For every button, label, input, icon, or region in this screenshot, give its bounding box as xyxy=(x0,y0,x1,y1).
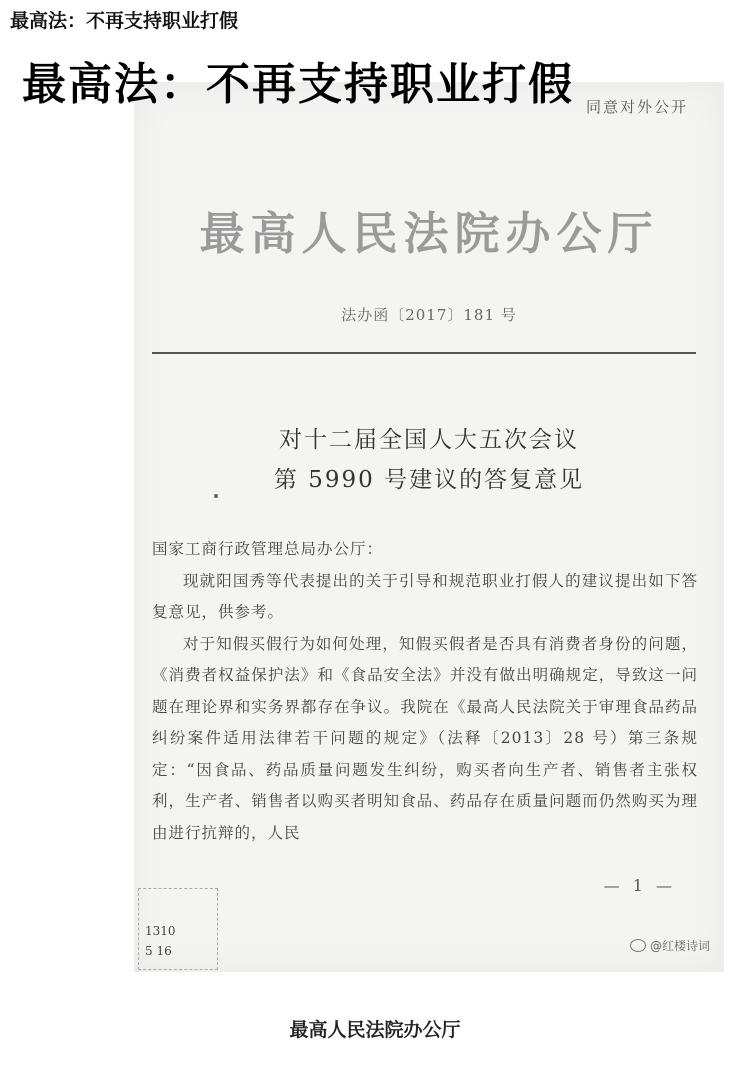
body-paragraph-2: 对于知假买假行为如何处理，知假买假者是否具有消费者身份的问题，《消费者权益保护法》和《食品安全法》并没有做出明确规定，导致这一问题在理论界和实务界都存在争议。我院在《最高人民法院关于审理食品药品纠纷案件适用法律若干问题的规定》（法释〔2013〕28 号）第三条规定：“因食品、药品质量问题发生纠纷，购买者向生产者、销售者主张权利，生产者、销售者以购买者明知食品、药品存在质量问题而仍然购买为理由进行抗辩的，人民 xyxy=(152,634,698,842)
overlay-headline: 最高法：不再支持职业打假 xyxy=(22,59,574,110)
office-name-heading: 最高人民法院办公厅 xyxy=(199,207,659,260)
scan-speck xyxy=(214,494,218,498)
stamp-line-1: 1310 xyxy=(145,924,176,938)
document-title-line1: 对十二届全国人大五次会议 xyxy=(279,427,579,453)
document-scan xyxy=(134,82,724,972)
page-header-title: 最高法：不再支持职业打假 xyxy=(10,10,239,32)
salutation: 国家工商行政管理总局办公厅： xyxy=(152,540,384,558)
document-number: 法办函〔2017〕181 号 xyxy=(341,306,517,324)
watermark-text: @红楼诗词 xyxy=(649,939,710,953)
stamp-line-2: 5 16 xyxy=(145,944,172,958)
receipt-stamp xyxy=(138,888,218,970)
wechat-icon xyxy=(630,939,646,952)
page-number: — 1 — xyxy=(603,876,676,895)
header-divider xyxy=(152,352,696,354)
stamp-text xyxy=(145,921,176,961)
document-body xyxy=(152,534,698,849)
document-title xyxy=(134,420,724,500)
body-paragraph-1: 现就阳国秀等代表提出的关于引导和规范职业打假人的建议提出如下答复意见，供参考。 xyxy=(152,571,698,621)
watermark xyxy=(630,937,710,954)
document-title-line2: 第 5990 号建议的答复意见 xyxy=(273,467,585,493)
classification-label: 同意对外公开 xyxy=(585,98,688,116)
image-caption: 最高人民法院办公厅 xyxy=(289,1019,461,1041)
